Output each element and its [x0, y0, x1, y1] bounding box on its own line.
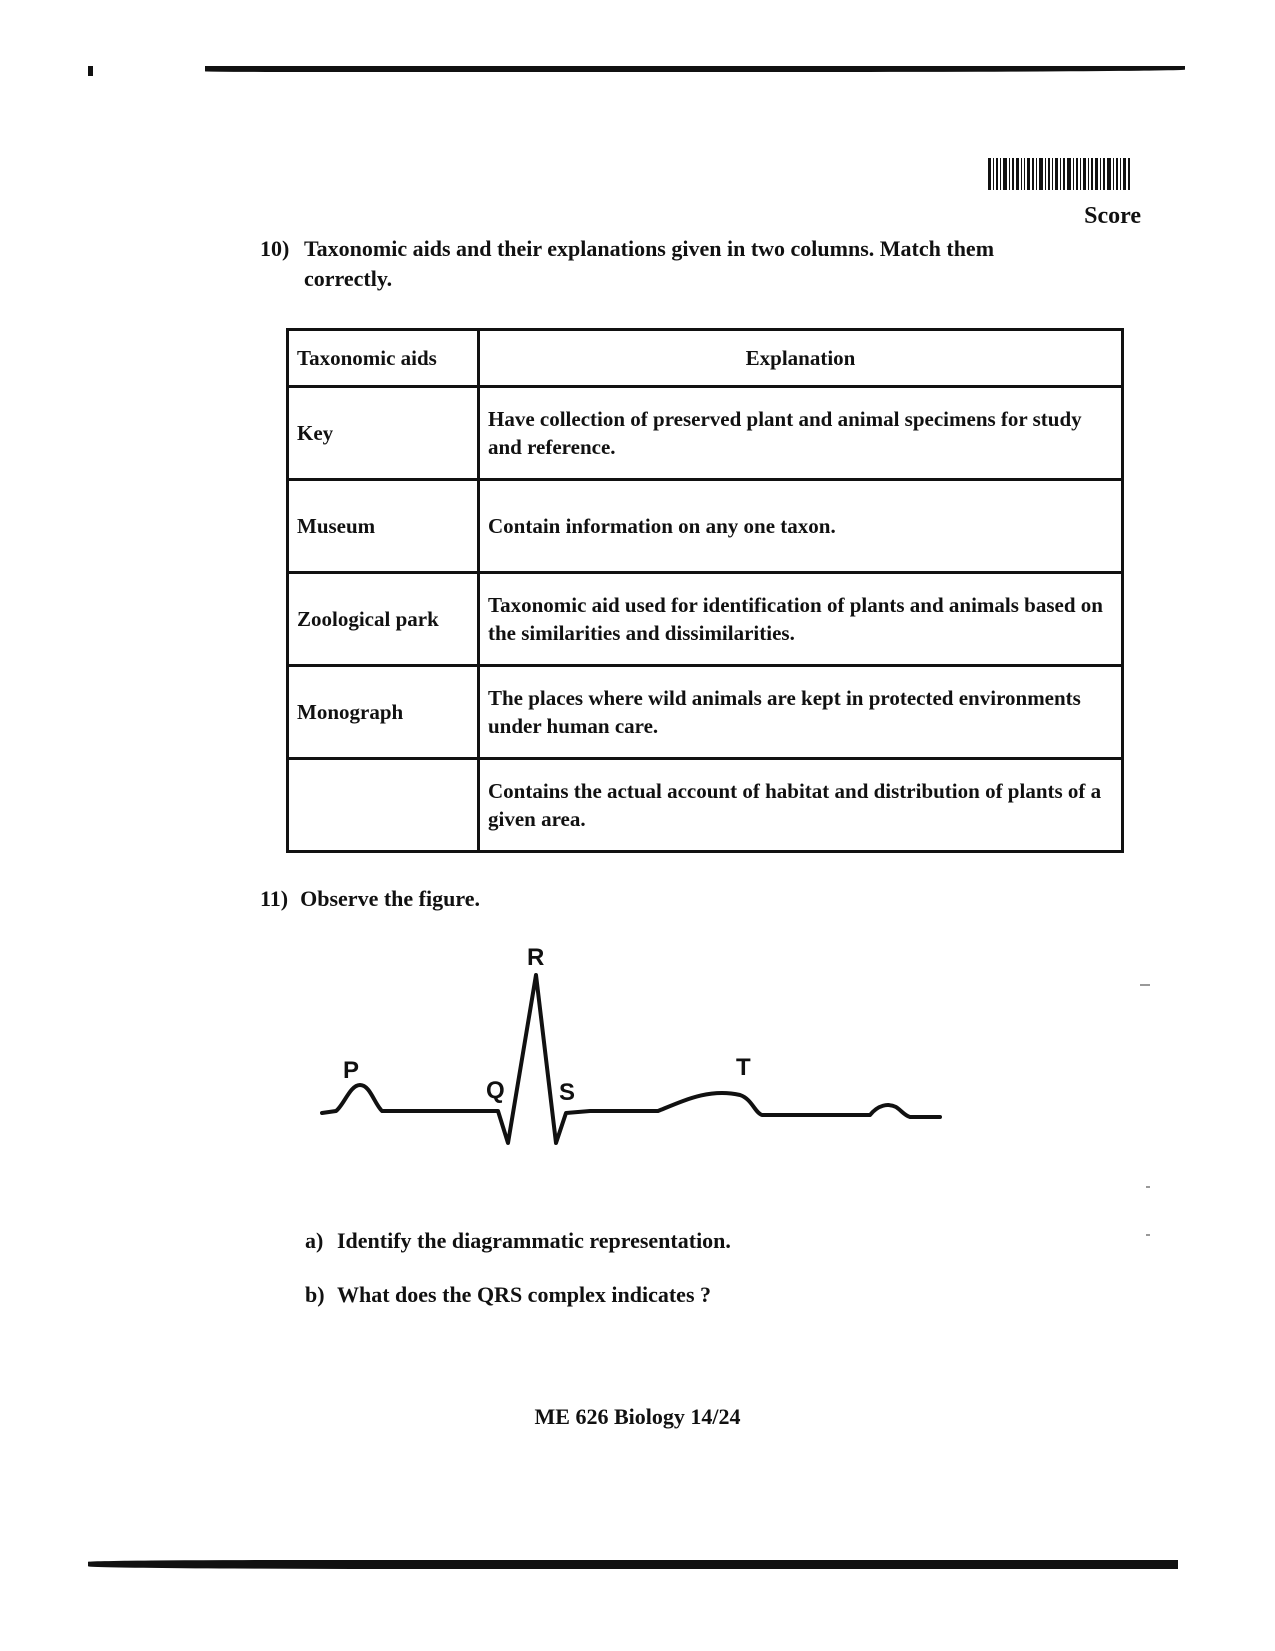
- aid-cell: Monograph: [288, 666, 479, 759]
- matching-table: [286, 328, 1124, 853]
- explanation-cell: The places where wild animals are kept in protected environments under human care.: [479, 666, 1123, 759]
- scan-mark: [88, 66, 93, 76]
- aid-cell: [288, 759, 479, 852]
- question-text: Observe the figure.: [300, 886, 480, 911]
- sub-question-a: [305, 1228, 731, 1254]
- table-header-row: [288, 330, 1123, 387]
- column-header-aids: Taxonomic aids: [288, 330, 479, 387]
- explanation-cell: Taxonomic aid used for identification of plants and animals based on the similarities and dissimilarities.: [479, 573, 1123, 666]
- question-10: [260, 234, 1060, 294]
- table-row: [288, 480, 1123, 573]
- label-s: S: [559, 1079, 576, 1106]
- label-t: T: [736, 1054, 751, 1081]
- label-p: P: [343, 1057, 360, 1084]
- sub-question-text: What does the QRS complex indicates ?: [337, 1282, 711, 1307]
- column-header-explanation: Explanation: [479, 330, 1123, 387]
- sub-question-b: [305, 1282, 711, 1308]
- score-label: Score: [1084, 203, 1141, 229]
- aid-cell: Museum: [288, 480, 479, 573]
- barcode: [988, 158, 1142, 190]
- scan-speck: [1146, 1186, 1150, 1188]
- explanation-cell: Contain information on any one taxon.: [479, 480, 1123, 573]
- scan-speck: [1140, 984, 1150, 986]
- question-number: 11): [260, 886, 289, 911]
- label-r: R: [527, 944, 545, 971]
- aid-cell: Zoological park: [288, 573, 479, 666]
- sub-question-mark: b): [305, 1282, 325, 1307]
- scan-speck: [1146, 1234, 1150, 1236]
- table-row: [288, 573, 1123, 666]
- ecg-trace: [322, 975, 940, 1143]
- label-q: Q: [486, 1077, 505, 1104]
- question-number: 10): [260, 236, 290, 261]
- table-row: [288, 666, 1123, 759]
- question-text: Taxonomic aids and their explanations given in two columns. Match them correctly.: [304, 236, 995, 291]
- table-row: [288, 759, 1123, 852]
- aid-cell: Key: [288, 387, 479, 480]
- explanation-cell: Have collection of preserved plant and animal specimens for study and reference.: [479, 387, 1123, 480]
- top-rule: [205, 66, 1185, 72]
- ecg-figure: [300, 935, 980, 1185]
- page-footer: ME 626 Biology 14/24: [534, 1404, 741, 1429]
- explanation-cell: Contains the actual account of habitat and distribution of plants of a given area.: [479, 759, 1123, 852]
- table-row: [288, 387, 1123, 480]
- question-11: [260, 886, 480, 912]
- sub-question-text: Identify the diagrammatic representation.: [337, 1228, 731, 1253]
- sub-question-mark: a): [305, 1228, 324, 1253]
- bottom-rule: [88, 1560, 1178, 1569]
